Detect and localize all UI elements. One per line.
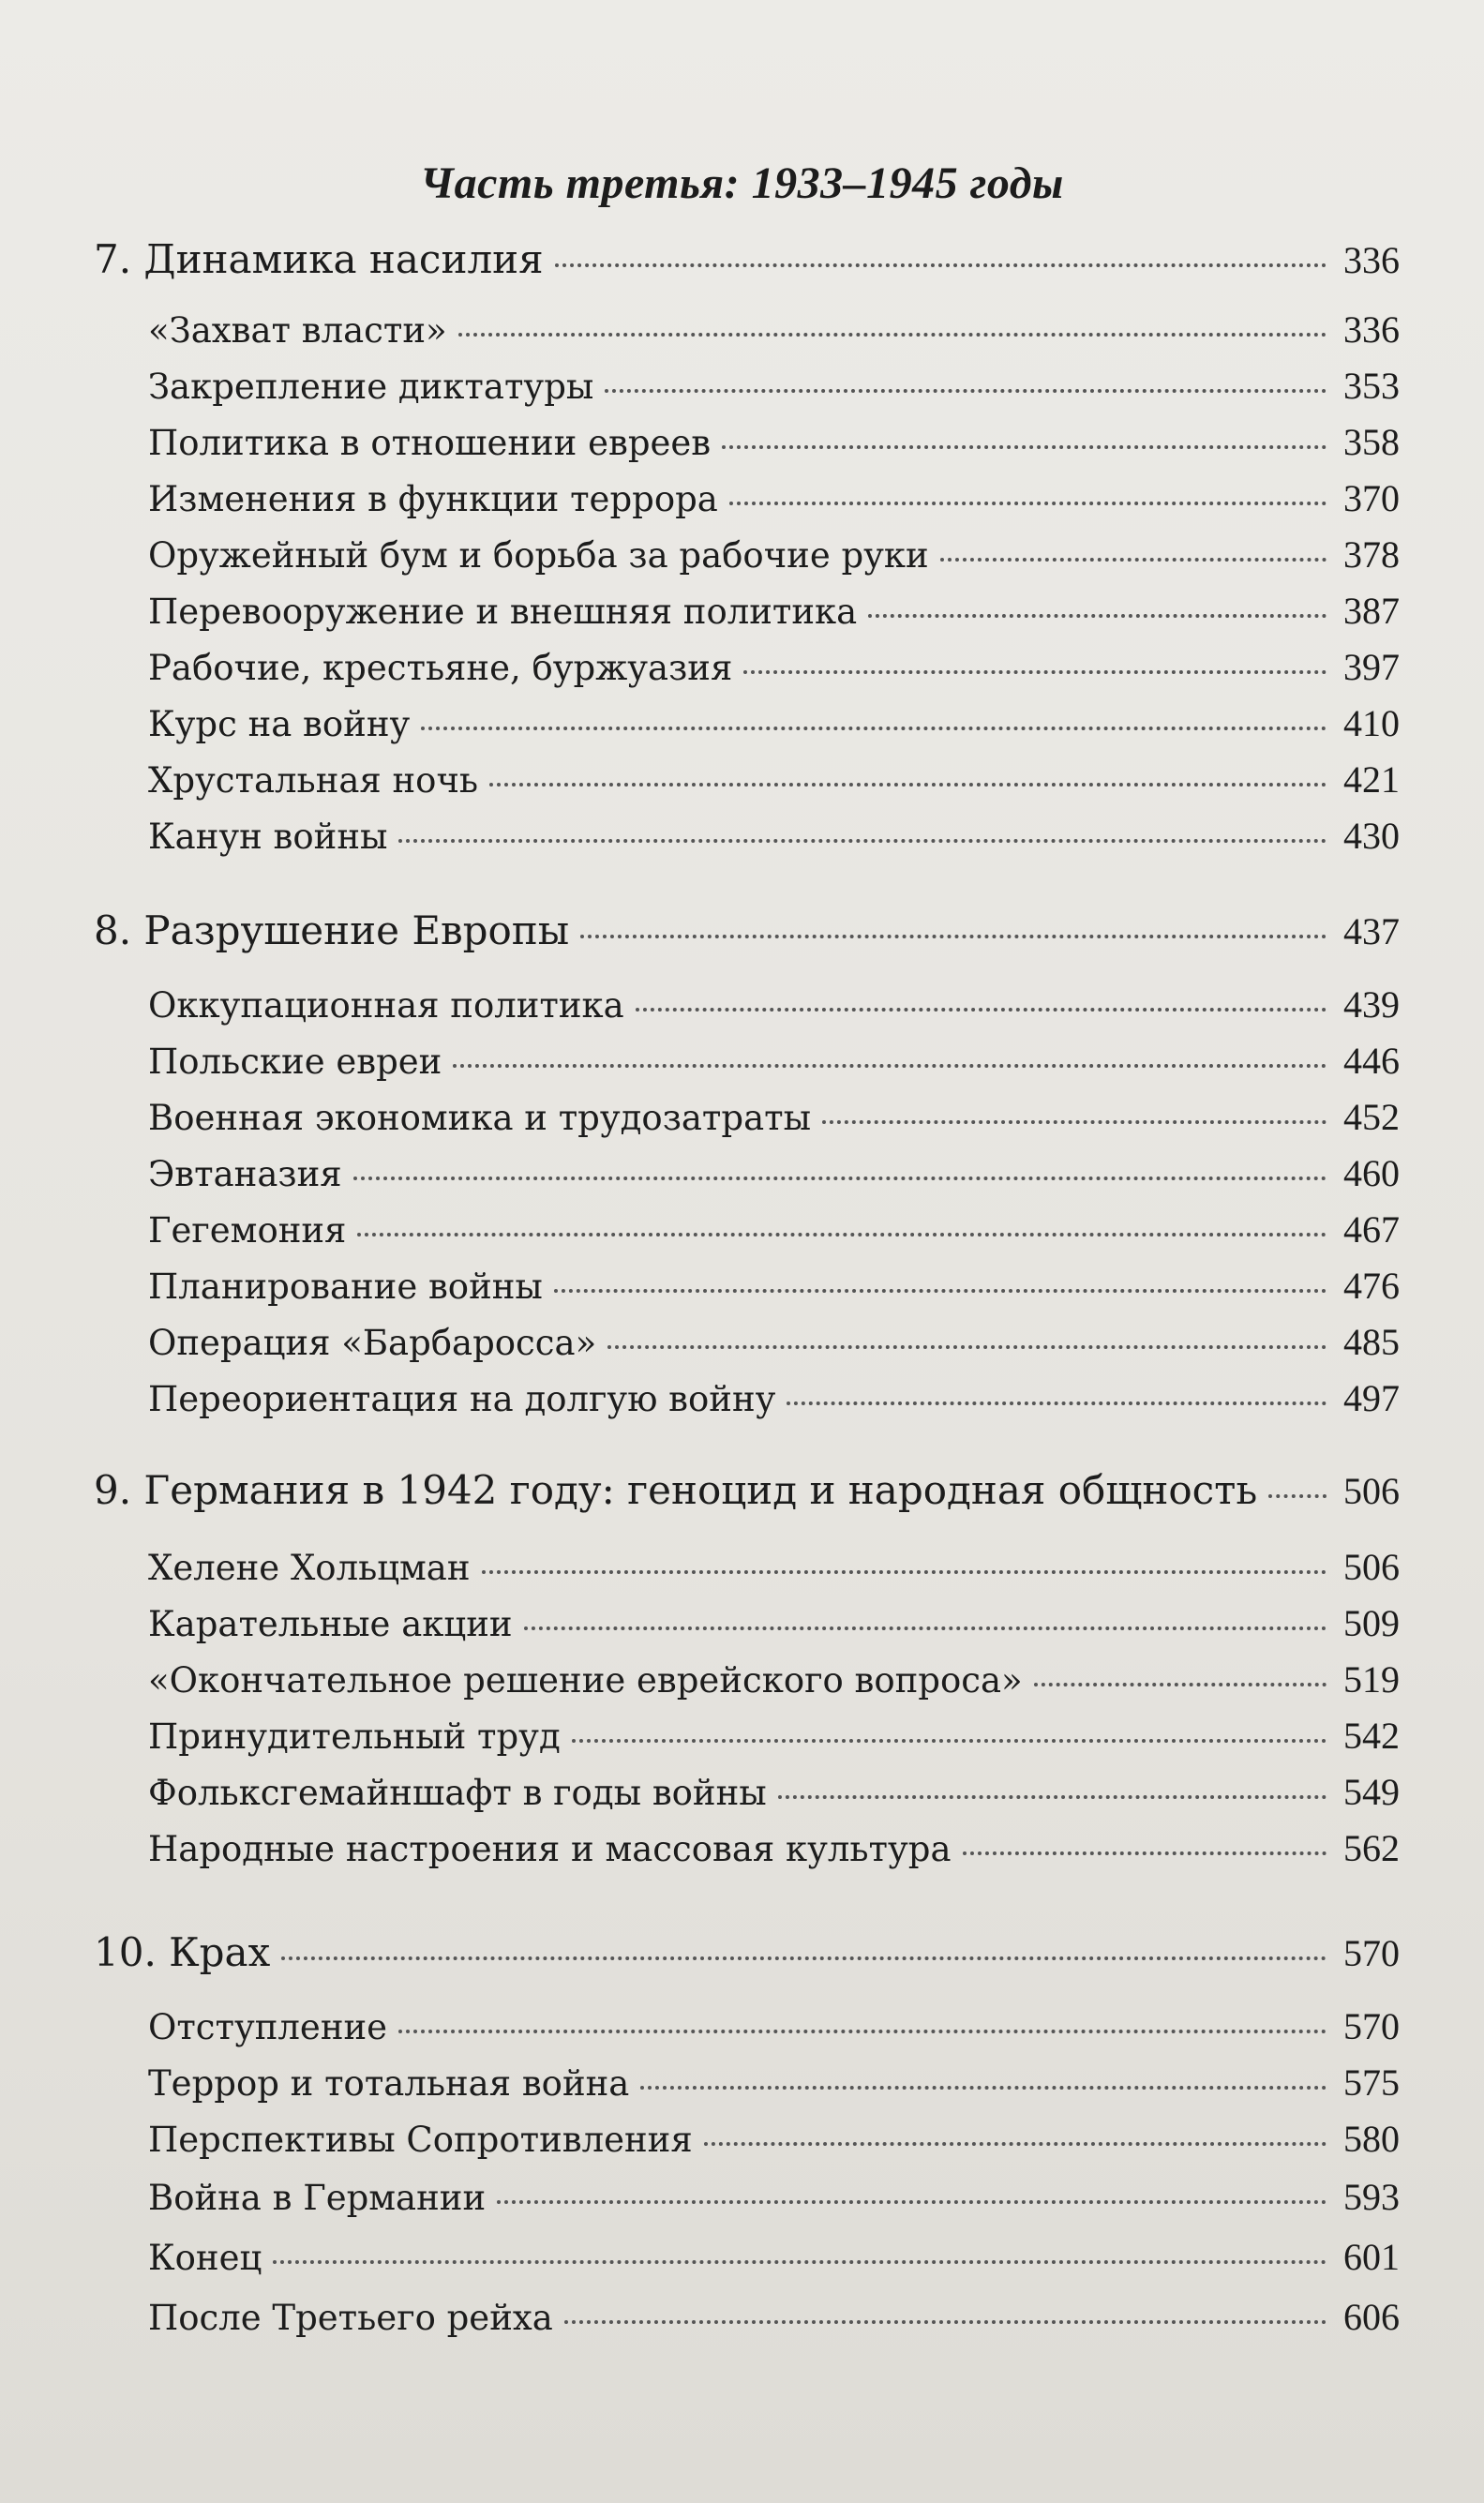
section-title: Польские евреи (148, 1042, 442, 1082)
page-number: 476 (1343, 1265, 1400, 1307)
page-number: 601 (1343, 2236, 1400, 2278)
dot-leader (555, 263, 1327, 267)
section-title: Народные настроения и массовая культура (148, 1829, 952, 1869)
section-title: Террор и тотальная война (148, 2063, 630, 2104)
dot-leader (787, 1401, 1327, 1405)
toc-entry[interactable] (148, 701, 1400, 745)
dot-leader (564, 2320, 1327, 2324)
section-title: Хрустальная ночь (148, 760, 479, 801)
dot-leader (640, 2086, 1327, 2090)
toc-entry[interactable] (148, 1826, 1400, 1870)
toc-chapter[interactable] (94, 236, 1400, 282)
page-number: 509 (1343, 1602, 1400, 1644)
toc-chapter[interactable] (94, 1467, 1400, 1513)
section-title: Изменения в функции террора (148, 479, 718, 519)
toc-entry[interactable] (148, 532, 1400, 577)
toc-entry[interactable] (148, 1657, 1400, 1701)
toc-entry[interactable] (148, 814, 1400, 858)
page-number: 519 (1343, 1658, 1400, 1701)
toc-entry[interactable] (148, 307, 1400, 352)
page-number: 370 (1343, 477, 1400, 519)
dot-leader (940, 558, 1327, 562)
dot-leader (421, 727, 1327, 730)
section-title: Карательные акции (148, 1604, 513, 1644)
section-title: Политика в отношении евреев (148, 423, 712, 463)
section-title: Рабочие, крестьяне, буржуазия (148, 648, 733, 688)
toc-entry[interactable] (148, 1320, 1400, 1364)
dot-leader (868, 614, 1327, 618)
page-number: 549 (1343, 1771, 1400, 1813)
toc-entry[interactable] (148, 1376, 1400, 1420)
toc-entry[interactable] (148, 364, 1400, 408)
page-number: 437 (1343, 910, 1400, 952)
section-title: Гегемония (148, 1210, 347, 1251)
toc-entry[interactable] (148, 1207, 1400, 1252)
chapter-title: 7. Динамика насилия (94, 236, 544, 282)
dot-leader (572, 1739, 1327, 1743)
section-title: После Третьего рейха (148, 2298, 553, 2338)
page-number: 485 (1343, 1321, 1400, 1363)
toc-chapter[interactable] (94, 907, 1400, 953)
section-title: Фольксгемайншафт в годы войны (148, 1773, 767, 1813)
toc-entry[interactable] (148, 2295, 1400, 2339)
page-number: 467 (1343, 1208, 1400, 1251)
section-title: «Окончательное решение еврейского вопроса» (148, 1660, 1023, 1701)
page-number: 580 (1343, 2118, 1400, 2160)
page-number: 397 (1343, 646, 1400, 688)
toc-entry[interactable] (148, 757, 1400, 802)
page-number: 497 (1343, 1377, 1400, 1419)
section-title: Военная экономика и трудозатраты (148, 1098, 812, 1138)
dot-leader (722, 445, 1327, 449)
toc-entry[interactable] (148, 1264, 1400, 1308)
page-number: 353 (1343, 365, 1400, 407)
dot-leader (281, 1956, 1327, 1960)
chapter-title: 8. Разрушение Европы (94, 907, 570, 953)
chapter-title: 10. Крах (94, 1929, 271, 1975)
dot-leader (1268, 1494, 1327, 1498)
page-number: 421 (1343, 758, 1400, 801)
section-title: Операция «Барбаросса» (148, 1323, 597, 1363)
dot-leader (524, 1626, 1327, 1630)
section-title: Закрепление диктатуры (148, 367, 594, 407)
dot-leader (398, 2030, 1327, 2033)
section-title: Эвтаназия (148, 1154, 342, 1194)
toc-entry[interactable] (148, 2117, 1400, 2161)
page-number: 460 (1343, 1152, 1400, 1194)
dot-leader (580, 935, 1327, 938)
dot-leader (357, 1233, 1327, 1237)
toc-entry[interactable] (148, 2235, 1400, 2279)
toc-entry[interactable] (148, 1714, 1400, 1758)
dot-leader (607, 1345, 1327, 1349)
section-title: Принудительный труд (148, 1716, 561, 1757)
page-number: 446 (1343, 1040, 1400, 1082)
section-title: Война в Германии (148, 2178, 487, 2218)
dot-leader (778, 1795, 1327, 1799)
dot-leader (963, 1851, 1327, 1855)
page-number: 452 (1343, 1096, 1400, 1138)
dot-leader (489, 783, 1327, 787)
page-number: 570 (1343, 2005, 1400, 2047)
section-title: Хелене Хольцман (148, 1548, 471, 1588)
chapter-title: 9. Германия в 1942 году: геноцид и народная общность (94, 1467, 1258, 1513)
toc-entry[interactable] (148, 1545, 1400, 1589)
dot-leader (743, 670, 1327, 674)
page-number: 506 (1343, 1470, 1400, 1512)
page-number: 336 (1343, 239, 1400, 281)
section-title: Перевооружение и внешняя политика (148, 592, 858, 632)
section-title: Планирование войны (148, 1266, 543, 1307)
page-number: 336 (1343, 308, 1400, 351)
page-number: 358 (1343, 421, 1400, 463)
page-number: 606 (1343, 2296, 1400, 2338)
section-title: Конец (148, 2238, 262, 2278)
dot-leader (398, 839, 1327, 843)
toc-entry[interactable] (148, 1601, 1400, 1645)
page-number: 430 (1343, 815, 1400, 857)
toc-entry[interactable] (148, 1039, 1400, 1083)
page-number: 570 (1343, 1932, 1400, 1974)
section-title: Переориентация на долгую войну (148, 1379, 776, 1419)
page-number: 593 (1343, 2176, 1400, 2218)
page-number: 387 (1343, 590, 1400, 632)
toc-chapter[interactable] (94, 1929, 1400, 1975)
dot-leader (822, 1120, 1327, 1124)
dot-leader (704, 2142, 1327, 2146)
page-number: 506 (1343, 1546, 1400, 1588)
page-number: 542 (1343, 1715, 1400, 1757)
page-number: 410 (1343, 702, 1400, 744)
dot-leader (605, 389, 1327, 393)
toc-entry[interactable] (148, 2061, 1400, 2105)
dot-leader (482, 1570, 1327, 1574)
toc-entry[interactable] (148, 420, 1400, 464)
dot-leader (458, 333, 1327, 337)
dot-leader (453, 1064, 1327, 1068)
toc-entry[interactable] (148, 982, 1400, 1027)
dot-leader (636, 1008, 1327, 1012)
toc-entry[interactable] (148, 1095, 1400, 1139)
section-title: Канун войны (148, 817, 388, 857)
section-title: Перспективы Сопротивления (148, 2120, 693, 2160)
toc-entry[interactable] (148, 2004, 1400, 2048)
section-title: Оружейный бум и борьба за рабочие руки (148, 535, 929, 576)
toc-entry[interactable] (148, 1151, 1400, 1195)
section-title: «Захват власти» (148, 310, 447, 351)
part-title: Часть третья: 1933–1945 годы (420, 158, 1064, 208)
page-number: 562 (1343, 1827, 1400, 1869)
dot-leader (353, 1177, 1327, 1180)
dot-leader (497, 2200, 1327, 2204)
toc-entry[interactable] (148, 2175, 1400, 2219)
section-title: Оккупационная политика (148, 985, 624, 1026)
section-title: Курс на войну (148, 704, 411, 744)
dot-leader (554, 1289, 1327, 1293)
toc-entry[interactable] (148, 645, 1400, 689)
dot-leader (273, 2260, 1327, 2264)
dot-leader (1034, 1683, 1327, 1686)
toc-entry[interactable] (148, 1770, 1400, 1814)
toc-entry[interactable] (148, 476, 1400, 520)
page-number: 575 (1343, 2061, 1400, 2104)
page-number: 439 (1343, 983, 1400, 1026)
dot-leader (729, 502, 1327, 505)
section-title: Отступление (148, 2007, 388, 2047)
toc-entry[interactable] (148, 589, 1400, 633)
page-number: 378 (1343, 533, 1400, 576)
